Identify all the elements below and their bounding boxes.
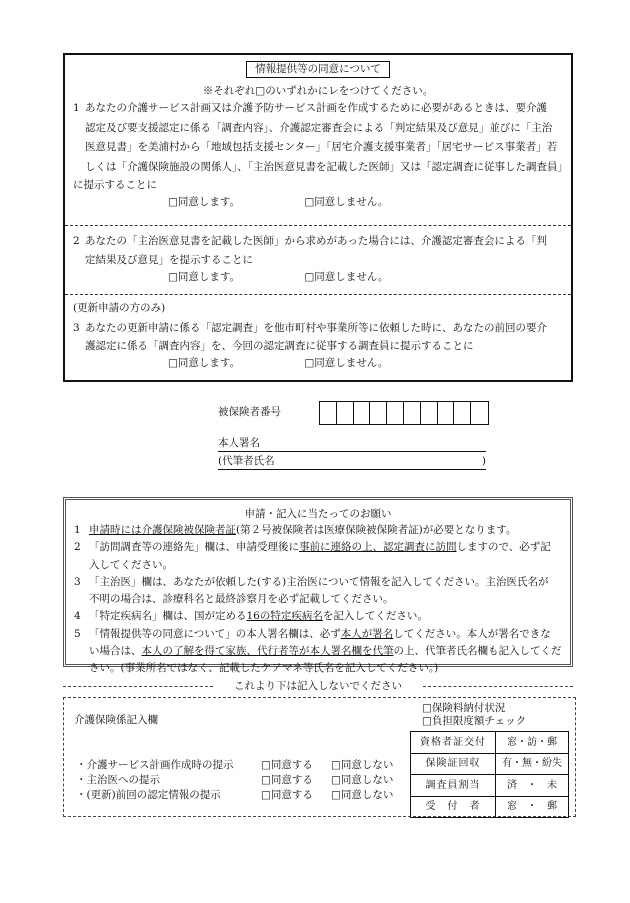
table-cell-label: 調査員割当 xyxy=(411,775,496,797)
table-row xyxy=(411,775,569,797)
consent-title: 情報提供等の同意について xyxy=(246,61,390,78)
divider xyxy=(65,294,571,295)
insured-number-digit[interactable] xyxy=(404,402,421,424)
office-row xyxy=(76,773,393,788)
table-row xyxy=(411,732,569,754)
note-item xyxy=(74,522,562,539)
note-item xyxy=(74,574,562,591)
office-use-section xyxy=(63,697,576,817)
self-signature-field[interactable] xyxy=(218,436,486,452)
disagree-checkbox[interactable]: □同意しない xyxy=(331,789,394,801)
insured-number-digit[interactable] xyxy=(320,402,337,424)
proxy-signature-field[interactable] xyxy=(218,454,486,470)
item-number: 2 xyxy=(73,235,80,247)
note-emphasis: 申請時には介護保険被保険者証 xyxy=(89,524,236,536)
agree-checkbox[interactable]: □同意する xyxy=(261,759,313,771)
item-text: 定結果及び意見」を提示することに xyxy=(85,253,253,266)
divider xyxy=(65,225,571,226)
consent-section xyxy=(63,53,573,382)
consent-item-3 xyxy=(73,299,565,374)
note-item xyxy=(74,608,562,625)
consent-item-1 xyxy=(73,99,568,213)
item-number: 1 xyxy=(73,102,80,114)
office-row-label: ・介護サービス計画作成時の提示 xyxy=(76,759,234,771)
insured-number-digit[interactable] xyxy=(454,402,471,424)
note-text: い場合は、 xyxy=(89,645,142,658)
note-emphasis: 16の特定疾病名 xyxy=(246,610,323,623)
proxy-signature-close: ) xyxy=(481,455,486,467)
table-cell-label: 資格者証交付 xyxy=(411,732,496,754)
note-emphasis: 事前に連絡の上、認定調査に訪問 xyxy=(299,541,457,554)
item-text: 認定及び要支援認定に係る「調査内容」、介護認定審査会による「判定結果及び意見」並びに「主治 xyxy=(85,121,553,134)
note-text: 「特定疾病名」欄は、国が定める xyxy=(89,610,247,623)
self-signature-label: 本人署名 xyxy=(218,437,260,449)
proxy-signature-label: (代筆者氏名 xyxy=(218,455,275,467)
premium-status-checkbox[interactable]: □保険料納付状況 xyxy=(422,702,506,714)
office-use-separator xyxy=(63,679,573,693)
consent-item-2 xyxy=(73,232,565,287)
note-item xyxy=(74,539,562,556)
insured-number-label: 被保険者番号 xyxy=(218,406,281,418)
consent-instruction: ※それぞれ□のいずれかにレをつけてください。 xyxy=(202,85,434,97)
office-row-label: ・主治医への提示 xyxy=(76,774,160,786)
dashed-line xyxy=(423,686,573,687)
office-checks xyxy=(422,702,526,728)
table-cell-value[interactable]: 有・無・紛失 xyxy=(496,753,569,775)
insured-number-digit[interactable] xyxy=(354,402,371,424)
insured-number-digit[interactable] xyxy=(370,402,387,424)
disagree-checkbox-2[interactable]: □同意しません。 xyxy=(304,270,389,283)
renewal-note: (更新申請の方のみ) xyxy=(73,302,166,314)
agree-checkbox-1[interactable]: □同意します。 xyxy=(168,196,241,209)
office-row xyxy=(76,788,393,803)
item-text: 医意見書」を美浦村から「地域包括支援センター」「居宅介護支援事業者」「居宅サービス事業者」若 xyxy=(85,141,558,153)
insured-number-digit[interactable] xyxy=(421,402,438,424)
note-text: (第２号被保険者は医療保険被保険者証)が必要となります。 xyxy=(236,524,517,536)
separator-text: これより下は記入しないでください xyxy=(234,680,402,692)
disagree-checkbox-3[interactable]: □同意しません。 xyxy=(304,357,389,370)
note-number: 5 xyxy=(74,627,81,640)
insured-number-digit[interactable] xyxy=(438,402,455,424)
table-cell-value[interactable]: 窓 ・ 郵 xyxy=(496,796,569,818)
notes-title: 申請・記入に当たってのお願い xyxy=(244,508,392,520)
insured-number-digit[interactable] xyxy=(337,402,354,424)
note-text: 「情報提供等の同意について」の本人署名欄は、必ず xyxy=(89,627,341,640)
note-number: 4 xyxy=(74,610,81,623)
office-consent-rows xyxy=(76,758,393,803)
note-text: しますので、必ず記 xyxy=(456,541,551,554)
disagree-checkbox[interactable]: □同意しない xyxy=(331,759,394,771)
table-row xyxy=(411,753,569,775)
item-text: あなたの介護サービス計画又は介護予防サービス計画を作成するために必要があるときは、要介護 xyxy=(85,102,547,114)
note-number: 2 xyxy=(74,541,81,554)
table-cell-value[interactable]: 済 ・ 未 xyxy=(496,775,569,797)
disagree-checkbox-1[interactable]: □同意しません。 xyxy=(304,196,389,209)
note-text: 不明の場合は、診療科名と最終診察月を必ず記載してください。 xyxy=(89,593,394,606)
insured-number-digit[interactable] xyxy=(471,402,488,424)
item-text: に提示することに xyxy=(73,179,157,191)
table-cell-label: 受 付 者 xyxy=(411,796,496,818)
burden-limit-checkbox[interactable]: □負担限度額チェック xyxy=(422,715,527,727)
item-text: 護認定に係る「調査内容」を、今回の認定調査に従事する調査員に提示することに xyxy=(85,340,474,352)
table-row xyxy=(411,796,569,818)
office-status-table xyxy=(410,731,569,818)
application-notes xyxy=(63,497,573,675)
note-text: 「訪問調査等の連絡先」欄は、申請受理後に xyxy=(89,541,299,554)
table-cell-value[interactable]: 窓・訪・郵 xyxy=(496,732,569,754)
insured-number-input[interactable] xyxy=(319,401,489,425)
note-text: を記入してください。 xyxy=(322,610,428,623)
agree-checkbox-2[interactable]: □同意します。 xyxy=(168,270,241,283)
note-text: さい。(事業所名ではなく、記載したケアマネ等氏名を記入してください。) xyxy=(89,662,439,675)
note-emphasis: 本人が署名 xyxy=(340,627,394,640)
item-number: 3 xyxy=(73,321,80,334)
note-text: 「主治医」欄は、あなたが依頼した(する)主治医について情報を記入してください。主治医氏名が xyxy=(89,575,549,588)
item-text: しくは「介護保険施設の関係人」、「主治医意見書を記載した医師」又は「認定調査に従事した調査員」 xyxy=(85,160,568,173)
note-text: 入してください。 xyxy=(89,558,173,571)
disagree-checkbox[interactable]: □同意しない xyxy=(331,774,394,786)
note-text: してください。本人が署名できな xyxy=(393,627,551,640)
item-text: あなたの更新申請に係る「認定調査」を他市町村や事業所等に依頼した時に、あなたの前回の要介 xyxy=(85,321,547,334)
office-row xyxy=(76,758,393,773)
note-item xyxy=(74,626,562,643)
agree-checkbox[interactable]: □同意する xyxy=(261,789,313,801)
insured-number-digit[interactable] xyxy=(387,402,404,424)
note-number: 1 xyxy=(74,524,81,536)
office-row-label: ・(更新)前回の認定情報の提示 xyxy=(76,789,221,801)
agree-checkbox-3[interactable]: □同意します。 xyxy=(168,357,241,370)
table-cell-label: 保険証回収 xyxy=(411,753,496,775)
item-text: あなたの「主治医意見書を記載した医師」から求めがあった場合には、介護認定審査会による「判 xyxy=(85,235,547,247)
agree-checkbox[interactable]: □同意する xyxy=(261,774,313,786)
office-title: 介護保険係記入欄 xyxy=(74,714,158,726)
note-emphasis: 本人の了解を得て家族、代行者等が本人署名欄を代筆 xyxy=(141,645,394,658)
note-number: 3 xyxy=(74,575,81,588)
note-text: の上、代筆者氏名欄も記入してくだ xyxy=(393,645,562,658)
dashed-line xyxy=(63,686,213,687)
